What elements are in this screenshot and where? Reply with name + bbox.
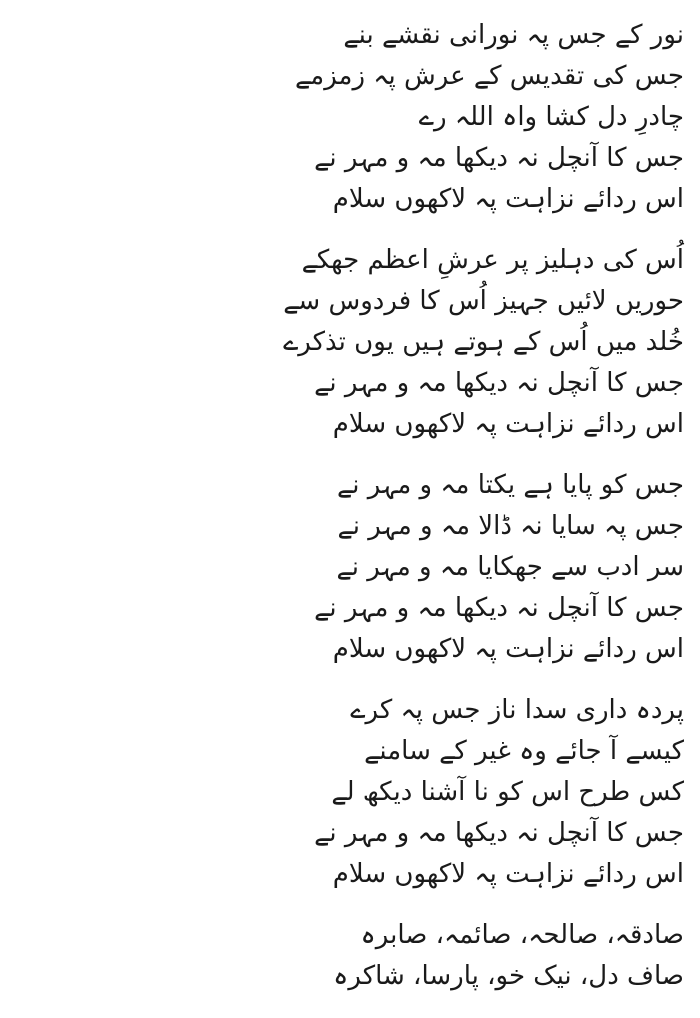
verse-line: جس پہ سایا نہ ڈالا مہ و مہر نے [337,511,684,541]
verse-line: اس ردائے نزاہت پہ لاکھوں سلام [332,859,684,889]
stanza [0,240,684,445]
verse-line: جس کا آنچل نہ دیکھا مہ و مہر نے [314,368,684,398]
verse-line: حوریں لائیں جہیز اُس کا فردوس سے [283,286,684,316]
verse-line: سر ادب سے جھکایا مہ و مہر نے [336,552,684,582]
verse-line: خُلد میں اُس کے ہوتے ہیں یوں تذکرے [283,327,684,357]
verse-line: اس ردائے نزاہت پہ لاکھوں سلام [332,634,684,664]
verse-line: جس کی تقدیس کے عرش پہ زمزمے [295,61,684,91]
stanza [0,915,684,997]
stanza [0,15,684,220]
verse-line: جس کا آنچل نہ دیکھا مہ و مہر نے [314,143,684,173]
verse-line: کس طرح اس کو نا آشنا دیکھ لے [331,777,684,807]
verse-line: کیسے آ جائے وہ غیر کے سامنے [364,736,684,766]
verse-line: پردہ داری سدا ناز جس پہ کرے [350,695,684,725]
verse-line: جس کا آنچل نہ دیکھا مہ و مہر نے [314,593,684,623]
stanza [0,465,684,670]
stanza [0,690,684,895]
verse-line: چادرِ دل کشا واہ اللہ رے [418,102,684,132]
verse-line: اس ردائے نزاہت پہ لاکھوں سلام [332,409,684,439]
verse-line: اس ردائے نزاہت پہ لاکھوں سلام [332,184,684,214]
verse-line: نور کے جس پہ نورانی نقشے بنے [343,20,684,50]
verse-line: جس کا آنچل نہ دیکھا مہ و مہر نے [314,818,684,848]
verse-line: صادقہ، صالحہ، صائمہ، صابرہ [360,920,684,950]
verse-line: اُس کی دہلیز پر عرشِ اعظم جھکے [301,245,684,275]
verse-line: جس کو پایا ہے یکتا مہ و مہر نے [337,470,684,500]
verse-line: صاف دل، نیک خو، پارسا، شاکرہ [333,961,684,991]
